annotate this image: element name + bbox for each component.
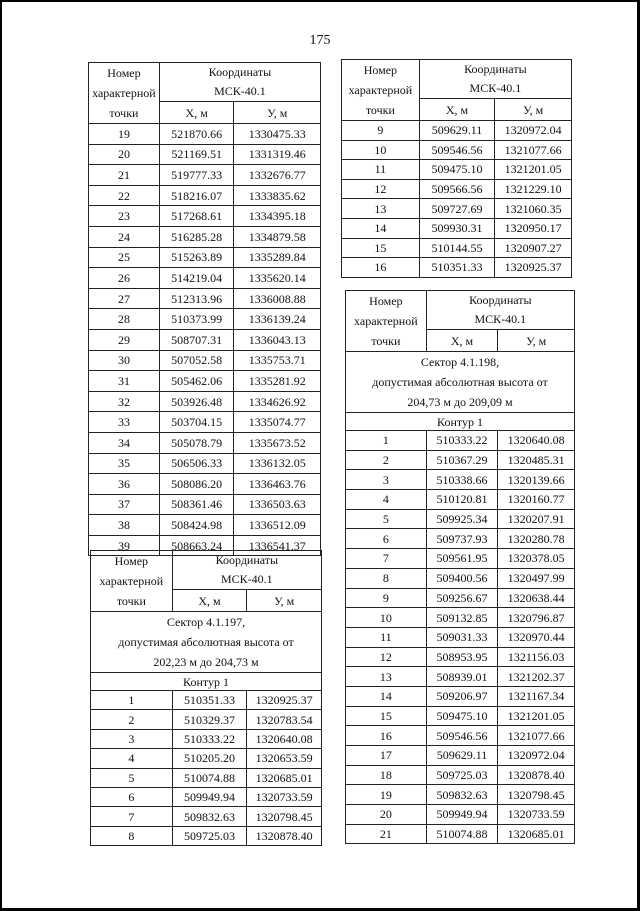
x-coordinate-cell: 510351.33 xyxy=(419,258,495,278)
x-header: X, м xyxy=(172,590,247,612)
x-coordinate-cell: 509561.95 xyxy=(426,549,498,569)
x-coordinate-cell: 515263.89 xyxy=(159,247,234,268)
point-number-cell: 1 xyxy=(91,691,173,710)
x-coordinate-cell: 509629.11 xyxy=(419,121,495,141)
y-coordinate-cell: 1336132.05 xyxy=(234,453,321,474)
x-coordinate-cell: 506506.33 xyxy=(159,453,234,474)
y-coordinate-cell: 1320907.27 xyxy=(495,238,572,258)
table-row xyxy=(89,226,321,247)
x-coordinate-cell: 509566.56 xyxy=(419,179,495,199)
point-number-cell: 27 xyxy=(89,288,160,309)
x-coordinate-cell: 505078.79 xyxy=(159,432,234,453)
point-number-cell: 25 xyxy=(89,247,160,268)
x-coordinate-cell: 503926.48 xyxy=(159,391,234,412)
coordinates-table-4 xyxy=(345,290,575,844)
point-number-cell: 20 xyxy=(89,144,160,165)
table-row xyxy=(346,647,575,667)
table-row xyxy=(89,206,321,227)
point-number-cell: 36 xyxy=(89,474,160,495)
x-coordinate-cell: 510205.20 xyxy=(172,749,247,768)
y-coordinate-cell: 1321077.66 xyxy=(498,726,575,746)
point-number-cell: 21 xyxy=(346,824,427,844)
table-row xyxy=(91,768,322,787)
table-row xyxy=(91,787,322,806)
y-coordinate-cell: 1321229.10 xyxy=(495,179,572,199)
x-coordinate-cell: 507052.58 xyxy=(159,350,234,371)
x-coordinate-cell: 508424.98 xyxy=(159,515,234,536)
x-coordinate-cell: 508939.01 xyxy=(426,667,498,687)
y-coordinate-cell: 1321167.34 xyxy=(498,686,575,706)
sector-description: Сектор 4.1.197, допустимая абсолютная высота от 202,23 м до 204,73 м xyxy=(91,612,322,673)
table-row xyxy=(89,474,321,495)
y-coordinate-cell: 1320925.37 xyxy=(247,691,322,710)
point-number-cell: 39 xyxy=(89,535,160,556)
table-row xyxy=(346,509,575,529)
table-row xyxy=(346,450,575,470)
point-number-cell: 35 xyxy=(89,453,160,474)
x-coordinate-cell: 509256.67 xyxy=(426,588,498,608)
table-row xyxy=(89,144,321,165)
y-coordinate-cell: 1320798.45 xyxy=(498,785,575,805)
point-number-cell: 16 xyxy=(346,726,427,746)
y-coordinate-cell: 1334879.58 xyxy=(234,226,321,247)
table-row xyxy=(91,729,322,748)
table-row xyxy=(342,258,572,278)
point-number-cell: 38 xyxy=(89,515,160,536)
point-number-header: Номер характерной точки xyxy=(342,60,420,121)
table-row xyxy=(91,826,322,845)
y-coordinate-cell: 1320497.99 xyxy=(498,568,575,588)
coordinates-table-1 xyxy=(88,62,321,556)
y-coordinate-cell: 1320685.01 xyxy=(498,824,575,844)
point-number-cell: 4 xyxy=(346,490,427,510)
x-coordinate-cell: 517268.61 xyxy=(159,206,234,227)
point-number-cell: 2 xyxy=(346,450,427,470)
point-number-header: Номер характерной точки xyxy=(346,291,427,352)
coordinates-table-3 xyxy=(90,550,322,846)
table-row xyxy=(342,179,572,199)
table-row xyxy=(346,470,575,490)
table-row xyxy=(346,726,575,746)
table-row xyxy=(346,627,575,647)
x-coordinate-cell: 512313.96 xyxy=(159,288,234,309)
y-header: У, м xyxy=(498,330,575,352)
point-number-cell: 22 xyxy=(89,185,160,206)
table-row xyxy=(342,121,572,141)
y-coordinate-cell: 1320783.54 xyxy=(247,710,322,729)
table-row xyxy=(346,568,575,588)
point-number-cell: 28 xyxy=(89,309,160,330)
x-coordinate-cell: 521169.51 xyxy=(159,144,234,165)
x-header: X, м xyxy=(419,99,495,121)
x-coordinate-cell: 510351.33 xyxy=(172,691,247,710)
point-number-cell: 9 xyxy=(342,121,420,141)
x-coordinate-cell: 514219.04 xyxy=(159,268,234,289)
table-row xyxy=(89,165,321,186)
x-coordinate-cell: 509725.03 xyxy=(172,826,247,845)
x-coordinate-cell: 519777.33 xyxy=(159,165,234,186)
x-coordinate-cell: 508953.95 xyxy=(426,647,498,667)
x-coordinate-cell: 509546.56 xyxy=(426,726,498,746)
y-header: У, м xyxy=(234,102,321,124)
table-row xyxy=(342,238,572,258)
y-coordinate-cell: 1321201.05 xyxy=(495,160,572,180)
point-number-cell: 10 xyxy=(342,140,420,160)
table-row xyxy=(89,494,321,515)
y-coordinate-cell: 1320280.78 xyxy=(498,529,575,549)
coordinates-header: Координаты МСК-40.1 xyxy=(426,291,574,330)
table-row xyxy=(89,350,321,371)
point-number-cell: 31 xyxy=(89,371,160,392)
x-coordinate-cell: 509206.97 xyxy=(426,686,498,706)
x-coordinate-cell: 508663.24 xyxy=(159,535,234,556)
x-coordinate-cell: 508086.20 xyxy=(159,474,234,495)
x-coordinate-cell: 509725.03 xyxy=(426,765,498,785)
y-coordinate-cell: 1336503.63 xyxy=(234,494,321,515)
y-coordinate-cell: 1321060.35 xyxy=(495,199,572,219)
y-coordinate-cell: 1320796.87 xyxy=(498,608,575,628)
coordinates-header: Координаты МСК-40.1 xyxy=(419,60,571,99)
table-row xyxy=(346,490,575,510)
y-coordinate-cell: 1321202.37 xyxy=(498,667,575,687)
table-row xyxy=(89,268,321,289)
table-row xyxy=(89,412,321,433)
y-coordinate-cell: 1320207.91 xyxy=(498,509,575,529)
y-coordinate-cell: 1334395.18 xyxy=(234,206,321,227)
x-coordinate-cell: 510333.22 xyxy=(426,431,498,451)
table-row xyxy=(346,765,575,785)
table-row xyxy=(342,160,572,180)
x-coordinate-cell: 509132.85 xyxy=(426,608,498,628)
point-number-cell: 26 xyxy=(89,268,160,289)
x-coordinate-cell: 516285.28 xyxy=(159,226,234,247)
x-coordinate-cell: 510120.81 xyxy=(426,490,498,510)
x-coordinate-cell: 509737.93 xyxy=(426,529,498,549)
x-coordinate-cell: 503704.15 xyxy=(159,412,234,433)
point-number-cell: 8 xyxy=(91,826,173,845)
contour-label: Контур 1 xyxy=(91,673,322,691)
point-number-cell: 34 xyxy=(89,432,160,453)
point-number-cell: 23 xyxy=(89,206,160,227)
y-coordinate-cell: 1320733.59 xyxy=(247,787,322,806)
point-number-cell: 14 xyxy=(346,686,427,706)
y-coordinate-cell: 1332676.77 xyxy=(234,165,321,186)
x-coordinate-cell: 509031.33 xyxy=(426,627,498,647)
page-edge-left xyxy=(0,0,2,911)
point-number-cell: 8 xyxy=(346,568,427,588)
x-coordinate-cell: 521870.66 xyxy=(159,124,234,145)
y-coordinate-cell: 1331319.46 xyxy=(234,144,321,165)
table-row xyxy=(91,749,322,768)
y-header: У, м xyxy=(495,99,572,121)
y-coordinate-cell: 1335289.84 xyxy=(234,247,321,268)
y-coordinate-cell: 1336008.88 xyxy=(234,288,321,309)
point-number-cell: 16 xyxy=(342,258,420,278)
table-row xyxy=(89,329,321,350)
y-coordinate-cell: 1336512.09 xyxy=(234,515,321,536)
table-row xyxy=(346,667,575,687)
table-row xyxy=(89,247,321,268)
point-number-cell: 33 xyxy=(89,412,160,433)
table-row xyxy=(91,691,322,710)
point-number-cell: 21 xyxy=(89,165,160,186)
x-coordinate-cell: 509475.10 xyxy=(419,160,495,180)
point-number-cell: 2 xyxy=(91,710,173,729)
y-coordinate-cell: 1320950.17 xyxy=(495,218,572,238)
table-row xyxy=(89,309,321,330)
x-coordinate-cell: 518216.07 xyxy=(159,185,234,206)
x-coordinate-cell: 508361.46 xyxy=(159,494,234,515)
point-number-cell: 11 xyxy=(346,627,427,647)
table-row xyxy=(89,288,321,309)
x-coordinate-cell: 510074.88 xyxy=(426,824,498,844)
table-row xyxy=(346,785,575,805)
table-row xyxy=(346,549,575,569)
table-row xyxy=(346,431,575,451)
y-coordinate-cell: 1335753.71 xyxy=(234,350,321,371)
y-coordinate-cell: 1321077.66 xyxy=(495,140,572,160)
y-coordinate-cell: 1320972.04 xyxy=(495,121,572,141)
table-row xyxy=(89,371,321,392)
x-coordinate-cell: 510338.66 xyxy=(426,470,498,490)
x-header: X, м xyxy=(426,330,498,352)
x-coordinate-cell: 510074.88 xyxy=(172,768,247,787)
table-row xyxy=(346,686,575,706)
y-coordinate-cell: 1320970.44 xyxy=(498,627,575,647)
y-coordinate-cell: 1320925.37 xyxy=(495,258,572,278)
point-number-cell: 5 xyxy=(346,509,427,529)
table-row xyxy=(346,588,575,608)
point-number-cell: 6 xyxy=(346,529,427,549)
point-number-cell: 3 xyxy=(91,729,173,748)
x-coordinate-cell: 510373.99 xyxy=(159,309,234,330)
y-coordinate-cell: 1336139.24 xyxy=(234,309,321,330)
y-coordinate-cell: 1320733.59 xyxy=(498,805,575,825)
y-coordinate-cell: 1321201.05 xyxy=(498,706,575,726)
x-coordinate-cell: 509400.56 xyxy=(426,568,498,588)
y-coordinate-cell: 1320638.44 xyxy=(498,588,575,608)
y-coordinate-cell: 1320640.08 xyxy=(498,431,575,451)
x-coordinate-cell: 509546.56 xyxy=(419,140,495,160)
y-coordinate-cell: 1321156.03 xyxy=(498,647,575,667)
coordinates-header: Координаты МСК-40.1 xyxy=(159,63,320,102)
table-row xyxy=(89,391,321,412)
coordinates-table-2 xyxy=(341,59,572,278)
table-row xyxy=(89,185,321,206)
y-coordinate-cell: 1320160.77 xyxy=(498,490,575,510)
table-row xyxy=(346,824,575,844)
table-row xyxy=(342,218,572,238)
x-coordinate-cell: 510144.55 xyxy=(419,238,495,258)
coordinates-header: Координаты МСК-40.1 xyxy=(172,551,321,590)
point-number-cell: 37 xyxy=(89,494,160,515)
point-number-cell: 13 xyxy=(346,667,427,687)
point-number-cell: 17 xyxy=(346,746,427,766)
point-number-cell: 15 xyxy=(342,238,420,258)
table-row xyxy=(89,515,321,536)
x-coordinate-cell: 509925.34 xyxy=(426,509,498,529)
x-coordinate-cell: 509727.69 xyxy=(419,199,495,219)
y-coordinate-cell: 1333835.62 xyxy=(234,185,321,206)
point-number-cell: 14 xyxy=(342,218,420,238)
point-number-cell: 12 xyxy=(342,179,420,199)
y-coordinate-cell: 1320878.40 xyxy=(498,765,575,785)
point-number-cell: 29 xyxy=(89,329,160,350)
x-coordinate-cell: 509949.94 xyxy=(426,805,498,825)
table-row xyxy=(89,432,321,453)
page-number: 175 xyxy=(309,33,331,48)
y-coordinate-cell: 1335074.77 xyxy=(234,412,321,433)
y-coordinate-cell: 1320685.01 xyxy=(247,768,322,787)
table-row xyxy=(346,706,575,726)
point-number-cell: 10 xyxy=(346,608,427,628)
contour-label: Контур 1 xyxy=(346,413,575,431)
x-coordinate-cell: 508707.31 xyxy=(159,329,234,350)
y-coordinate-cell: 1336541.37 xyxy=(234,535,321,556)
table-row xyxy=(346,746,575,766)
page-edge-top xyxy=(0,0,640,2)
table-row xyxy=(346,608,575,628)
y-coordinate-cell: 1335281.92 xyxy=(234,371,321,392)
x-coordinate-cell: 505462.06 xyxy=(159,371,234,392)
point-number-cell: 7 xyxy=(346,549,427,569)
y-coordinate-cell: 1320878.40 xyxy=(247,826,322,845)
x-coordinate-cell: 510329.37 xyxy=(172,710,247,729)
y-coordinate-cell: 1320972.04 xyxy=(498,746,575,766)
point-number-cell: 11 xyxy=(342,160,420,180)
x-coordinate-cell: 509949.94 xyxy=(172,787,247,806)
y-coordinate-cell: 1335673.52 xyxy=(234,432,321,453)
x-coordinate-cell: 509832.63 xyxy=(172,807,247,826)
point-number-cell: 19 xyxy=(346,785,427,805)
table-row xyxy=(342,140,572,160)
table-row xyxy=(342,199,572,219)
x-coordinate-cell: 509629.11 xyxy=(426,746,498,766)
point-number-cell: 9 xyxy=(346,588,427,608)
table-row xyxy=(91,710,322,729)
table-row xyxy=(91,807,322,826)
point-number-cell: 1 xyxy=(346,431,427,451)
y-coordinate-cell: 1336463.76 xyxy=(234,474,321,495)
y-coordinate-cell: 1320378.05 xyxy=(498,549,575,569)
table-row xyxy=(346,805,575,825)
y-coordinate-cell: 1334626.92 xyxy=(234,391,321,412)
point-number-cell: 3 xyxy=(346,470,427,490)
point-number-cell: 32 xyxy=(89,391,160,412)
x-coordinate-cell: 510367.29 xyxy=(426,450,498,470)
table-row xyxy=(89,124,321,145)
x-coordinate-cell: 509930.31 xyxy=(419,218,495,238)
x-coordinate-cell: 509832.63 xyxy=(426,785,498,805)
point-number-cell: 6 xyxy=(91,787,173,806)
point-number-cell: 4 xyxy=(91,749,173,768)
point-number-cell: 24 xyxy=(89,226,160,247)
y-coordinate-cell: 1320139.66 xyxy=(498,470,575,490)
sector-description: Сектор 4.1.198, допустимая абсолютная высота от 204,73 м до 209,09 м xyxy=(346,352,575,413)
y-coordinate-cell: 1336043.13 xyxy=(234,329,321,350)
point-number-cell: 5 xyxy=(91,768,173,787)
y-coordinate-cell: 1320653.59 xyxy=(247,749,322,768)
point-number-cell: 20 xyxy=(346,805,427,825)
point-number-cell: 13 xyxy=(342,199,420,219)
point-number-header: Номер характерной точки xyxy=(91,551,173,612)
point-number-cell: 19 xyxy=(89,124,160,145)
point-number-header: Номер характерной точки xyxy=(89,63,160,124)
x-coordinate-cell: 510333.22 xyxy=(172,729,247,748)
x-header: X, м xyxy=(159,102,234,124)
point-number-cell: 7 xyxy=(91,807,173,826)
point-number-cell: 15 xyxy=(346,706,427,726)
table-row xyxy=(346,529,575,549)
point-number-cell: 12 xyxy=(346,647,427,667)
y-coordinate-cell: 1320485.31 xyxy=(498,450,575,470)
point-number-cell: 18 xyxy=(346,765,427,785)
y-coordinate-cell: 1320798.45 xyxy=(247,807,322,826)
point-number-cell: 30 xyxy=(89,350,160,371)
y-coordinate-cell: 1330475.33 xyxy=(234,124,321,145)
table-row xyxy=(89,453,321,474)
y-coordinate-cell: 1320640.08 xyxy=(247,729,322,748)
x-coordinate-cell: 509475.10 xyxy=(426,706,498,726)
y-header: У, м xyxy=(247,590,322,612)
y-coordinate-cell: 1335620.14 xyxy=(234,268,321,289)
